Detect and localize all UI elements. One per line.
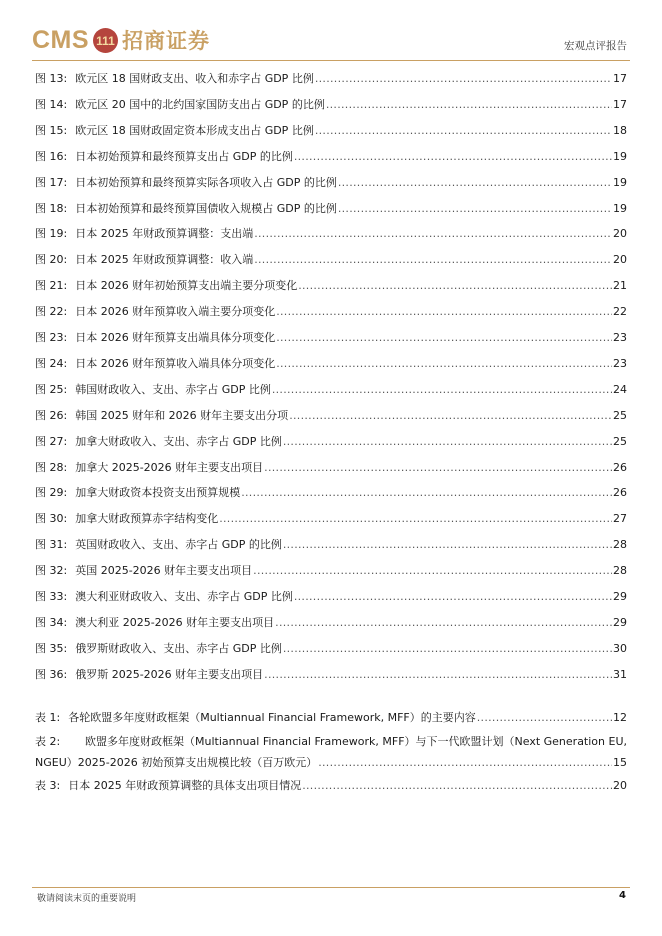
toc-leader <box>283 433 612 451</box>
toc-figure-entry[interactable] <box>35 381 627 399</box>
toc-label: 图 28: <box>35 460 68 474</box>
toc-title: 俄罗斯财政收入、支出、赤字占 GDP 比例 <box>75 641 282 655</box>
toc-title: 韩国财政收入、支出、赤字占 GDP 比例 <box>75 382 271 396</box>
toc-label: 图 15: <box>35 123 68 137</box>
toc-page: 29 <box>613 590 627 603</box>
toc-figure-entry[interactable] <box>35 407 627 425</box>
footer-disclaimer: 敬请阅读末页的重要说明 <box>37 894 137 904</box>
toc-label: 图 13: <box>35 72 68 85</box>
toc-page: 21 <box>613 279 627 293</box>
page-number: 4 <box>619 890 626 901</box>
toc-figure-entry[interactable] <box>35 329 627 347</box>
toc-title: 加拿大财政收入、支出、赤字占 GDP 比例 <box>75 434 282 448</box>
toc-leader <box>283 536 612 554</box>
toc-figure-entry[interactable] <box>35 536 627 554</box>
report-type: 宏观点评报告 <box>564 40 627 52</box>
toc-label: 图 27: <box>35 434 68 448</box>
toc-title: 英国财政收入、支出、赤字占 GDP 的比例 <box>75 538 282 552</box>
toc-page: 19 <box>613 149 627 163</box>
toc-figure-entry[interactable] <box>35 251 627 269</box>
toc-title: 加拿大财政预算赤字结构变化 <box>75 512 219 526</box>
toc-page: 18 <box>613 123 627 137</box>
toc-figure-entry[interactable] <box>35 277 627 295</box>
toc-label: 图 14: <box>35 97 68 111</box>
toc-figure-entry[interactable] <box>35 122 627 140</box>
toc-figure-entry[interactable] <box>35 484 627 502</box>
toc-label: 图 30: <box>35 512 68 526</box>
toc-leader <box>318 752 612 773</box>
logo-emblem-icon <box>93 28 118 53</box>
toc-leader <box>276 329 612 347</box>
toc-figure-entry[interactable] <box>35 459 627 477</box>
toc-label: 图 18: <box>35 201 68 215</box>
toc-title: 欧元区 18 国财政支出、收入和赤字占 GDP 比例 <box>75 72 314 85</box>
toc-label: 图 32: <box>35 564 68 578</box>
toc-leader <box>289 407 612 425</box>
toc-figure-entry[interactable] <box>35 640 627 658</box>
toc-page: 25 <box>613 408 627 422</box>
toc-title: 俄罗斯 2025-2026 财年主要支出项目 <box>75 667 264 681</box>
toc-leader <box>276 355 612 373</box>
toc-figure-entry[interactable] <box>35 174 627 192</box>
toc-figure-entry[interactable] <box>35 225 627 243</box>
toc-page: 15 <box>613 756 627 769</box>
toc-leader <box>253 562 612 580</box>
toc-page: 30 <box>613 641 627 655</box>
toc-title: 各轮欧盟多年度财政框架（Multiannual Financial Framework, MFF）的主要内容 <box>68 711 476 724</box>
toc-label: 图 29: <box>35 486 68 500</box>
toc-label: 图 21: <box>35 279 68 293</box>
toc-page: 27 <box>613 512 627 526</box>
toc-title: 加拿大财政资本投资支出预算规模 <box>75 486 241 500</box>
toc-leader <box>298 277 612 295</box>
toc-label: 图 24: <box>35 356 68 370</box>
toc-figure-entry[interactable] <box>35 588 627 606</box>
toc-figure-entry[interactable] <box>35 355 627 373</box>
toc-label: 表 3: <box>35 779 61 792</box>
toc-label: 图 36: <box>35 667 68 681</box>
toc-title: 日本初始预算和最终预算支出占 GDP 的比例 <box>75 149 293 163</box>
toc-title: 日本初始预算和最终预算国债收入规模占 GDP 的比例 <box>75 201 337 215</box>
toc-label: 图 20: <box>35 253 68 267</box>
toc-figure-entry[interactable] <box>35 666 627 684</box>
toc-leader <box>338 174 612 192</box>
toc-figure-entry[interactable] <box>35 148 627 166</box>
toc-page: 12 <box>613 711 627 724</box>
toc-title: 日本初始预算和最终预算实际各项收入占 GDP 的比例 <box>75 175 337 189</box>
toc-label: 表 2: <box>35 735 61 748</box>
toc-leader <box>326 96 612 114</box>
toc-page: 28 <box>613 564 627 578</box>
toc-label: 图 23: <box>35 331 68 344</box>
toc-label: 图 17: <box>35 175 68 189</box>
toc-title: 韩国 2025 财年和 2026 财年主要支出分项 <box>75 408 289 422</box>
toc-leader <box>241 484 612 502</box>
toc-leader <box>302 777 612 795</box>
logo-emblem-text: 111 <box>96 33 115 48</box>
toc-leader <box>294 148 612 166</box>
toc-title: 日本 2026 财年初始预算支出端主要分项变化 <box>75 279 298 293</box>
toc-page: 19 <box>613 175 627 189</box>
toc-label: 图 19: <box>35 227 68 241</box>
toc-label: 图 34: <box>35 615 68 629</box>
toc-title: 澳大利亚 2025-2026 财年主要支出项目 <box>75 615 275 629</box>
toc-page: 29 <box>613 615 627 629</box>
toc-label: 图 25: <box>35 382 68 396</box>
toc-page: 20 <box>613 227 627 241</box>
toc-leader <box>315 122 612 140</box>
toc-table-entry-2[interactable] <box>35 731 627 773</box>
toc-title: 日本 2026 财年预算支出端具体分项变化 <box>75 331 276 344</box>
toc-figure-entry[interactable] <box>35 433 627 451</box>
toc-title: 日本 2025 年财政预算调整：支出端 <box>75 227 254 241</box>
toc-leader <box>477 709 612 727</box>
toc-title-line2: NGEU）2025-2026 初始预算支出规模比较（百万欧元） <box>35 756 318 769</box>
toc-figure-entry[interactable] <box>35 562 627 580</box>
toc-page: 20 <box>613 253 627 267</box>
toc-page: 23 <box>613 356 627 370</box>
toc-leader <box>294 588 612 606</box>
logo-cn-text: 招商证券 <box>122 29 211 53</box>
toc-label: 图 16: <box>35 149 68 163</box>
toc-figure-entry[interactable] <box>35 96 627 114</box>
toc-leader <box>276 303 612 321</box>
toc-label: 图 26: <box>35 408 68 422</box>
toc-title-line1: 欧盟多年度财政框架（Multiannual Financial Framework, MFF）与下一代欧盟计划（Next Generation EU, <box>84 735 627 748</box>
toc-page: 25 <box>613 434 627 448</box>
toc-page: 31 <box>613 667 627 681</box>
toc-title: 英国 2025-2026 财年主要支出项目 <box>75 564 253 578</box>
toc-label: 表 1: <box>35 711 61 724</box>
toc-label: 图 33: <box>35 590 68 603</box>
toc-figure-entry[interactable] <box>35 510 627 528</box>
header-divider <box>32 60 630 61</box>
toc-title: 澳大利亚财政收入、支出、赤字占 GDP 比例 <box>75 590 293 603</box>
page-header <box>32 20 630 60</box>
toc-leader <box>219 510 612 528</box>
toc-page: 19 <box>613 201 627 215</box>
toc-page: 17 <box>613 97 627 111</box>
toc-title: 日本 2025 年财政预算调整：收入端 <box>75 253 254 267</box>
toc-page: 28 <box>613 538 627 552</box>
toc-title: 欧元区 20 国中的北约国家国防支出占 GDP 的比例 <box>75 97 325 111</box>
toc-page: 22 <box>613 305 627 319</box>
toc-figure-entry[interactable] <box>35 200 627 218</box>
toc-page: 17 <box>613 72 627 85</box>
toc-figure-entry[interactable] <box>35 614 627 632</box>
toc-table-entry-1[interactable] <box>35 709 627 727</box>
toc-leader <box>254 251 612 269</box>
company-logo <box>32 24 210 56</box>
toc-figure-entry[interactable] <box>35 70 627 88</box>
toc-leader <box>275 614 612 632</box>
toc-leader <box>315 70 612 88</box>
toc-label: 图 22: <box>35 305 68 319</box>
toc-page: 20 <box>613 779 627 792</box>
toc-leader <box>254 225 612 243</box>
toc-title: 日本 2025 年财政预算调整的具体支出项目情况 <box>68 779 302 792</box>
toc-leader <box>283 640 612 658</box>
toc-figure-entry[interactable] <box>35 303 627 321</box>
toc-leader <box>272 381 612 399</box>
toc-title: 日本 2026 财年预算收入端主要分项变化 <box>75 305 276 319</box>
logo-cms-text: CMS <box>32 25 90 54</box>
toc-table-entry-3[interactable] <box>35 777 627 795</box>
toc-label: 图 35: <box>35 641 68 655</box>
toc-label: 图 31: <box>35 538 68 552</box>
toc-leader <box>264 459 612 477</box>
toc-leader <box>338 200 612 218</box>
toc-page: 24 <box>613 382 627 396</box>
toc-leader <box>264 666 612 684</box>
toc-title: 欧元区 18 国财政固定资本形成支出占 GDP 比例 <box>75 123 314 137</box>
toc-title: 加拿大 2025-2026 财年主要支出项目 <box>75 460 264 474</box>
toc-page: 26 <box>613 486 627 500</box>
footer-divider <box>32 887 630 888</box>
toc-title: 日本 2026 财年预算收入端具体分项变化 <box>75 356 276 370</box>
toc-page: 23 <box>613 331 627 344</box>
toc-page: 26 <box>613 460 627 474</box>
